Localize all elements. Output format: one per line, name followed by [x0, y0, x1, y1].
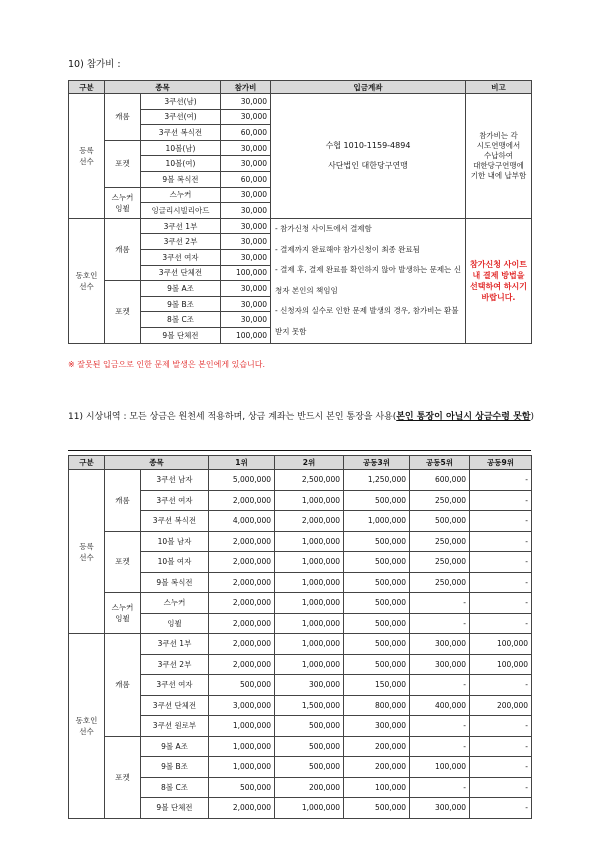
fee-value: 30,000	[221, 94, 271, 110]
col-header-fee: 참가비	[221, 81, 271, 94]
event-name: 잉뷜	[141, 613, 209, 634]
prize-value: 300,000	[410, 798, 470, 819]
prize-value: 500,000	[275, 716, 344, 737]
event-name: 3쿠션 여자	[141, 675, 209, 696]
prize-value: 1,000,000	[209, 757, 275, 778]
fee-value: 30,000	[221, 203, 271, 219]
prize-value: 1,000,000	[275, 654, 344, 675]
event-name: 9볼 A조	[141, 281, 221, 297]
prize-value: 5,000,000	[209, 470, 275, 491]
prize-value: 300,000	[410, 654, 470, 675]
prize-value: -	[410, 613, 470, 634]
prize-value: 500,000	[344, 593, 410, 614]
fee-value: 30,000	[221, 296, 271, 312]
prize-value: -	[470, 613, 532, 634]
prize-value: 1,000,000	[275, 798, 344, 819]
prize-value: 1,000,000	[275, 490, 344, 511]
fee-value: 100,000	[221, 327, 271, 343]
prize-value: 500,000	[344, 634, 410, 655]
prize-value: 1,000,000	[275, 572, 344, 593]
prize-value: 250,000	[410, 531, 470, 552]
event-name: 10볼(여)	[141, 156, 221, 172]
event-name: 3쿠션 단체전	[141, 695, 209, 716]
prize-value: 500,000	[344, 531, 410, 552]
group-label: 동호인 선수	[69, 218, 105, 343]
event-name: 9볼 단체전	[141, 798, 209, 819]
subgroup-label: 스누커 잉뷜	[105, 187, 141, 218]
subgroup-label: 포켓	[105, 736, 141, 818]
event-name: 10볼(남)	[141, 140, 221, 156]
prize-header-row	[69, 456, 532, 470]
event-name: 10볼 여자	[141, 552, 209, 573]
prize-row	[69, 634, 532, 655]
col-header-rank: 공동9위	[470, 456, 532, 470]
prize-value: 300,000	[275, 675, 344, 696]
fee-row	[69, 218, 532, 234]
prize-value: 500,000	[275, 757, 344, 778]
prize-value: 300,000	[344, 716, 410, 737]
prize-value: 100,000	[410, 757, 470, 778]
prize-value: -	[470, 531, 532, 552]
prize-value: 2,000,000	[209, 531, 275, 552]
fee-value: 30,000	[221, 281, 271, 297]
prize-value: 2,000,000	[209, 552, 275, 573]
subgroup-label: 스누커 잉뷜	[105, 593, 141, 634]
prize-value: 500,000	[344, 572, 410, 593]
prize-value: 500,000	[344, 798, 410, 819]
col-header-rank: 2위	[275, 456, 344, 470]
event-name: 잉글리시빌리아드	[141, 203, 221, 219]
fee-value: 30,000	[221, 234, 271, 250]
event-name: 3쿠션(여)	[141, 109, 221, 125]
prize-value: 150,000	[344, 675, 410, 696]
event-name: 스누커	[141, 593, 209, 614]
event-name: 9볼 단체전	[141, 327, 221, 343]
event-name: 3쿠션 1부	[141, 634, 209, 655]
entry-fee-header-row	[69, 81, 532, 94]
prize-value: -	[470, 675, 532, 696]
prize-value: 1,000,000	[209, 716, 275, 737]
fee-value: 30,000	[221, 218, 271, 234]
prize-value: -	[470, 777, 532, 798]
prize-value: 2,000,000	[209, 490, 275, 511]
prize-value: 1,000,000	[275, 531, 344, 552]
event-name: 3쿠션 여자	[141, 490, 209, 511]
event-name: 3쿠션 남자	[141, 470, 209, 491]
prize-value: 1,000,000	[275, 552, 344, 573]
prize-value: 250,000	[410, 490, 470, 511]
prize-value: 250,000	[410, 552, 470, 573]
section-11-desc-text: 11) 시상내역 : 모든 상금은 원천세 적용하며, 상금 계좌는 반드시 본인 통장을 사용(	[68, 412, 397, 422]
prize-value: 3,000,000	[209, 695, 275, 716]
prize-value: -	[470, 593, 532, 614]
prize-row	[69, 470, 532, 491]
subgroup-label: 포켓	[105, 140, 141, 187]
divider-line	[68, 450, 531, 451]
prize-value: 1,000,000	[209, 736, 275, 757]
prize-value: -	[410, 593, 470, 614]
prize-value: -	[470, 572, 532, 593]
prize-value: -	[470, 552, 532, 573]
prize-value: 100,000	[470, 654, 532, 675]
prize-value: 500,000	[344, 613, 410, 634]
prize-value: 200,000	[470, 695, 532, 716]
event-name: 3쿠션 단체전	[141, 265, 221, 281]
subgroup-label: 포켓	[105, 281, 141, 343]
event-name: 9볼 B조	[141, 296, 221, 312]
event-name: 3쿠션 복식전	[141, 511, 209, 532]
prize-value: 1,000,000	[344, 511, 410, 532]
prize-value: 500,000	[209, 675, 275, 696]
payment-warning-note: ※ 잘못된 입금으로 인한 문제 발생은 본인에게 있습니다.	[68, 360, 266, 369]
prize-value: 200,000	[344, 736, 410, 757]
subgroup-label: 캐롬	[105, 94, 141, 141]
fee-value: 30,000	[221, 312, 271, 328]
prize-value: 500,000	[275, 736, 344, 757]
prize-value: 2,000,000	[209, 572, 275, 593]
event-name: 3쿠션 여자	[141, 249, 221, 265]
prize-row	[69, 593, 532, 614]
event-name: 3쿠션 2부	[141, 234, 221, 250]
prize-value: 2,000,000	[275, 511, 344, 532]
prize-value: 1,000,000	[275, 593, 344, 614]
prize-value: 1,500,000	[275, 695, 344, 716]
prize-value: 200,000	[275, 777, 344, 798]
col-header-category: 구분	[69, 456, 105, 470]
subgroup-label: 캐롬	[105, 470, 141, 532]
prize-value: 200,000	[344, 757, 410, 778]
col-header-remark: 비고	[466, 81, 532, 94]
prize-value: -	[470, 511, 532, 532]
event-name: 9볼 복식전	[141, 572, 209, 593]
prize-value: 2,000,000	[209, 798, 275, 819]
prize-value: -	[470, 716, 532, 737]
fee-row	[69, 94, 532, 110]
prize-value: 600,000	[410, 470, 470, 491]
col-header-event: 종목	[105, 81, 221, 94]
prize-value: -	[410, 736, 470, 757]
event-name: 3쿠션 복식전	[141, 125, 221, 141]
entry-fee-table	[68, 80, 532, 344]
prize-value: 300,000	[410, 634, 470, 655]
col-header-category: 구분	[69, 81, 105, 94]
group-label: 등록 선수	[69, 94, 105, 219]
prize-value: -	[470, 490, 532, 511]
prize-value: 2,000,000	[209, 593, 275, 614]
subgroup-label: 캐롬	[105, 634, 141, 737]
account-info: - 참가신청 사이트에서 결제함 - 결제까지 완료해야 참가신청이 최종 완료됨 - 결제 후, 결제 완료를 확인하지 않아 발생하는 문제는 신청자 본인의 책임임 - 신청자의 실수로 인한 문제 발생의 경우, 참가비는 환불받지 못함	[271, 218, 466, 343]
prize-value: 1,000,000	[275, 634, 344, 655]
prize-body	[69, 470, 532, 819]
prize-value: -	[470, 470, 532, 491]
prize-value: 2,000,000	[209, 634, 275, 655]
prize-value: 400,000	[410, 695, 470, 716]
event-name: 스누커	[141, 187, 221, 203]
prize-value: 250,000	[410, 572, 470, 593]
section-10-title: 10) 참가비 :	[68, 59, 121, 70]
col-header-account: 입금계좌	[271, 81, 466, 94]
prize-value: -	[410, 675, 470, 696]
prize-value: 500,000	[410, 511, 470, 532]
col-header-event: 종목	[105, 456, 209, 470]
prize-value: 500,000	[344, 490, 410, 511]
section-11-description	[68, 407, 538, 428]
remark: 참가신청 사이트 내 결제 방법을 선택하여 하시기 바랍니다.	[466, 218, 532, 343]
section-11-desc-end: )	[530, 412, 534, 422]
event-name: 3쿠션 2부	[141, 654, 209, 675]
prize-value: 100,000	[470, 634, 532, 655]
fee-value: 100,000	[221, 265, 271, 281]
prize-value: -	[410, 777, 470, 798]
prize-row	[69, 531, 532, 552]
event-name: 8볼 C조	[141, 777, 209, 798]
event-name: 9볼 B조	[141, 757, 209, 778]
prize-value: 1,000,000	[275, 613, 344, 634]
fee-value: 30,000	[221, 249, 271, 265]
event-name: 8볼 C조	[141, 312, 221, 328]
prize-value: 2,500,000	[275, 470, 344, 491]
subgroup-label: 캐롬	[105, 218, 141, 280]
event-name: 9볼 A조	[141, 736, 209, 757]
fee-value: 30,000	[221, 156, 271, 172]
prize-value: 2,000,000	[209, 654, 275, 675]
event-name: 3쿠션 1부	[141, 218, 221, 234]
prize-value: -	[410, 716, 470, 737]
fee-value: 30,000	[221, 109, 271, 125]
prize-value: -	[470, 757, 532, 778]
event-name: 10볼 남자	[141, 531, 209, 552]
event-name: 3쿠션(남)	[141, 94, 221, 110]
remark: 참가비는 각 시도연맹에서 수납하여 대한당구연맹에 기한 내에 납부함	[466, 94, 532, 219]
fee-value: 60,000	[221, 125, 271, 141]
section-11-desc-underlined: 본인 통장이 아닐시 상금수령 못함	[396, 412, 531, 422]
subgroup-label: 포켓	[105, 531, 141, 593]
col-header-rank: 1위	[209, 456, 275, 470]
prize-value: 4,000,000	[209, 511, 275, 532]
group-label: 등록 선수	[69, 470, 105, 634]
prize-value: -	[470, 798, 532, 819]
fee-value: 30,000	[221, 187, 271, 203]
col-header-rank: 공동3위	[344, 456, 410, 470]
prize-value: 2,000,000	[209, 613, 275, 634]
prize-value: 100,000	[344, 777, 410, 798]
event-name: 9볼 복식전	[141, 171, 221, 187]
prize-table	[68, 455, 532, 819]
prize-value: 500,000	[344, 552, 410, 573]
fee-value: 30,000	[221, 140, 271, 156]
col-header-rank: 공동5위	[410, 456, 470, 470]
fee-value: 60,000	[221, 171, 271, 187]
prize-value: 800,000	[344, 695, 410, 716]
group-label: 동호인 선수	[69, 634, 105, 819]
prize-value: 1,250,000	[344, 470, 410, 491]
prize-row	[69, 736, 532, 757]
account-info: 수협 1010-1159-4894 사단법인 대한당구연맹	[271, 94, 466, 219]
prize-value: 500,000	[209, 777, 275, 798]
entry-fee-body	[69, 94, 532, 344]
event-name: 3쿠션 원로부	[141, 716, 209, 737]
prize-value: -	[470, 736, 532, 757]
prize-value: 500,000	[344, 654, 410, 675]
